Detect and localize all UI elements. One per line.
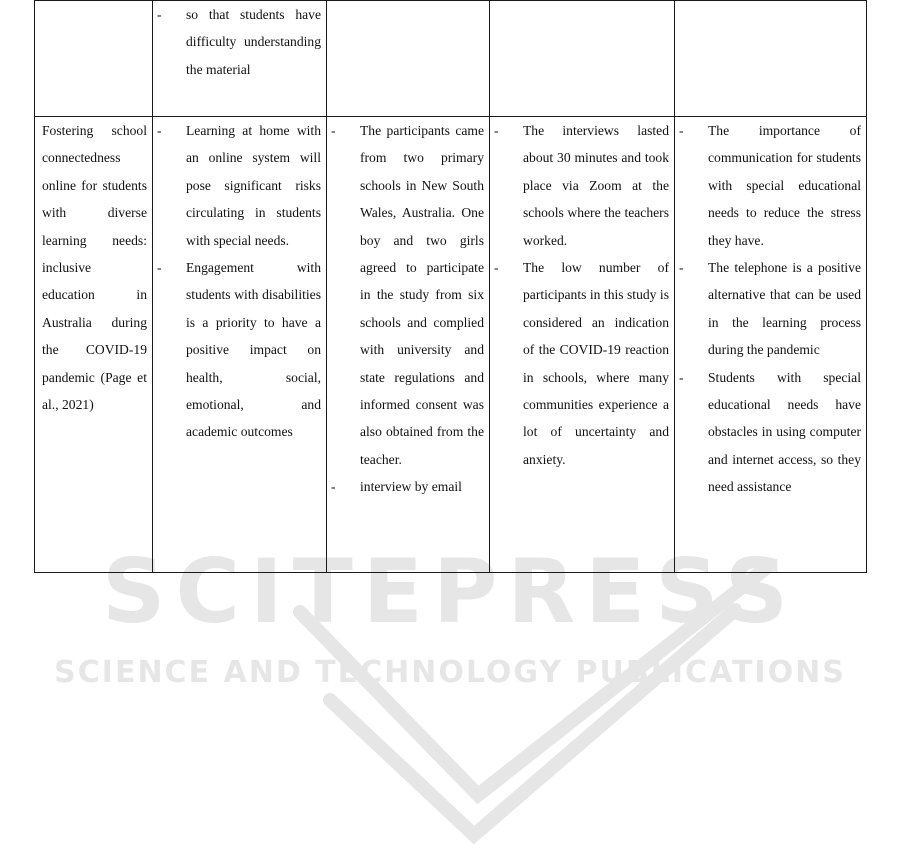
table-cell-problem [153,117,327,573]
list [497,117,669,473]
table-cell-title: Fostering school connectedness online for students with diverse learning needs: inclusive education in Australia during the COVID-19 pandemic (Page et al., 2021) [35,117,153,573]
list [160,1,321,83]
list-item: - Engagement with students with disabilities is a priority to have a positive impact on health, social, emotional, and academic outcomes [160,254,321,446]
table-row [35,1,867,117]
list-item-continued [160,1,321,83]
list-item: - interview by email [334,473,484,500]
list-item: - The participants came from two primary schools in New South Wales, Australia. One boy and two girls agreed to participate in the study from six schools and complied with university and state regulations and informed consent was also obtained from the teacher. [334,117,484,473]
table-cell-problem [153,1,327,117]
list [682,117,861,501]
list-item: - The low number of participants in this study is considered an indication of the COVID-19 reaction in schools, where many communities experience a lot of uncertainty and anxiety. [497,254,669,473]
list [334,117,484,501]
list-item: - Learning at home with an online system will pose significant risks circulating in students with special needs. [160,117,321,254]
list [160,117,321,446]
watermark-subtitle: SCIENCE AND TECHNOLOGY PUBLICATIONS [54,655,846,690]
table-cell-participants [327,1,490,117]
list-item: - The importance of communication for students with special educational needs to reduce the stress they have. [682,117,861,254]
cell-text: so that students have difficulty understanding the material [186,7,321,77]
table-cell-method [490,1,675,117]
table-cell-title [35,1,153,117]
list-item: - The telephone is a positive alternative that can be used in the learning process during the pandemic [682,254,861,364]
table-row [35,117,867,573]
checkmark-logo-icon [300,565,770,835]
watermark-title: SCITEPRESS [101,540,799,643]
list-item: - Students with special educational needs have obstacles in using computer and internet access, so they need assistance [682,364,861,501]
table-cell-method [490,117,675,573]
comparison-table [34,0,867,573]
table-cell-results [675,1,867,117]
list-item: - The interviews lasted about 30 minutes and took place via Zoom at the schools where the teachers worked. [497,117,669,254]
table-cell-results [675,117,867,573]
table-cell-participants [327,117,490,573]
